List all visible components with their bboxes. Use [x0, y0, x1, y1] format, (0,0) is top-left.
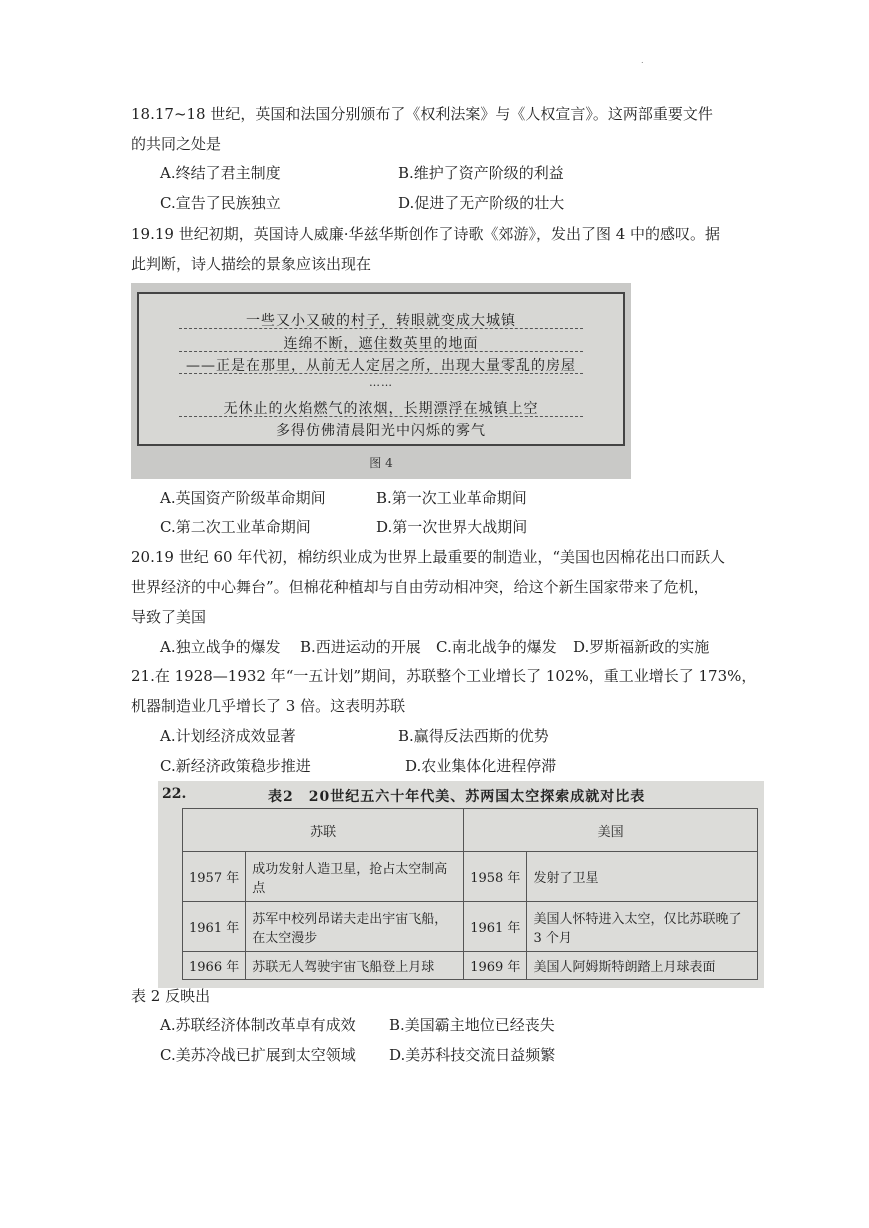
poem-line-2: 连绵不断，遮住数英里的地面	[283, 336, 479, 352]
usa-event: 美国人怀特进入太空，仅比苏联晚了 3 个月	[527, 902, 758, 952]
question-number: 22.	[162, 786, 187, 802]
q19-option-c[interactable]: C.第二次工业革命期间	[160, 518, 311, 536]
q21-stem-line1: 21.在 1928—1932 年“一五计划”期间，苏联整个工业增长了 102%，重工业增长了 173%，	[131, 667, 757, 685]
q22-option-d[interactable]: D.美苏科技交流日益频繁	[389, 1046, 556, 1064]
poem-line-3: ——正是在那里，从前无人定居之所，出现大量零乱的房屋	[186, 358, 576, 374]
poem-line-4: 无休止的火焰燃气的浓烟，长期漂浮在城镇上空	[223, 401, 539, 417]
header-usa: 美国	[464, 809, 758, 852]
header-ussr: 苏联	[183, 809, 464, 852]
q22-option-b[interactable]: B.美国霸主地位已经丧失	[389, 1016, 555, 1034]
q22-stem: 表 2 反映出	[131, 987, 211, 1005]
q20-option-c[interactable]: C.南北战争的爆发	[436, 638, 557, 656]
table-row	[183, 952, 758, 980]
figure-4-poem-image	[131, 283, 631, 479]
q22-option-c[interactable]: C.美苏冷战已扩展到太空领域	[160, 1046, 356, 1064]
poem-rule	[179, 328, 583, 329]
q22-option-a[interactable]: A.苏联经济体制改革卓有成效	[160, 1016, 356, 1034]
usa-event: 美国人阿姆斯特朗踏上月球表面	[527, 952, 758, 980]
figure-caption: 图 4	[369, 456, 393, 470]
ussr-year: 1966 年	[183, 952, 246, 980]
table-row	[183, 902, 758, 952]
q21-option-d[interactable]: D.农业集体化进程停滞	[405, 757, 557, 775]
poem-frame	[137, 292, 625, 446]
q20-option-a[interactable]: A.独立战争的爆发	[160, 638, 281, 656]
usa-event: 发射了卫星	[527, 852, 758, 902]
q20-stem-line3: 导致了美国	[131, 608, 207, 626]
usa-year: 1958 年	[464, 852, 527, 902]
poem-rule	[179, 416, 583, 417]
q21-stem-line2: 机器制造业几乎增长了 3 倍。这表明苏联	[131, 697, 406, 715]
ussr-year: 1957 年	[183, 852, 246, 902]
q18-option-a[interactable]: A.终结了君主制度	[160, 164, 281, 182]
q19-stem-line2: 此判断，诗人描绘的景象应该出现在	[131, 255, 372, 273]
q19-option-b[interactable]: B.第一次工业革命期间	[376, 489, 527, 507]
q20-stem-line2: 世界经济的中心舞台”。但棉花种植却与自由劳动相冲突，给这个新生国家带来了危机，	[131, 578, 709, 596]
q18-option-d[interactable]: D.促进了无产阶级的壮大	[398, 194, 565, 212]
ussr-event: 苏联无人驾驶宇宙飞船登上月球	[246, 952, 464, 980]
q20-option-d[interactable]: D.罗斯福新政的实施	[573, 638, 710, 656]
q19-option-a[interactable]: A.英国资产阶级革命期间	[160, 489, 326, 507]
table-header-row	[183, 809, 758, 852]
ussr-event: 成功发射人造卫星，抢占太空制高点	[246, 852, 464, 902]
poem-rule	[179, 373, 583, 374]
ussr-year: 1961 年	[183, 902, 246, 952]
q18-option-c[interactable]: C.宣告了民族独立	[160, 194, 281, 212]
q21-option-b[interactable]: B.赢得反法西斯的优势	[398, 727, 549, 745]
table-row	[183, 852, 758, 902]
table-2-image	[158, 781, 764, 988]
poem-line-5: 多得仿佛清晨阳光中闪烁的雾气	[276, 423, 486, 439]
poem-ellipsis: ……	[369, 376, 393, 389]
q18-option-b[interactable]: B.维护了资产阶级的利益	[398, 164, 564, 182]
usa-year: 1969 年	[464, 952, 527, 980]
table-title: 表2 20世纪五六十年代美、苏两国太空探索成就对比表	[268, 789, 646, 805]
q19-option-d[interactable]: D.第一次世界大战期间	[376, 518, 528, 536]
q19-stem-line1: 19.19 世纪初期，英国诗人威廉·华兹华斯创作了诗歌《郊游》，发出了图 4 中的感叹。据	[131, 225, 721, 243]
comparison-table	[182, 808, 758, 980]
usa-year: 1961 年	[464, 902, 527, 952]
q21-option-a[interactable]: A.计划经济成效显著	[160, 727, 296, 745]
page-mark: .	[641, 56, 644, 65]
poem-rule	[179, 351, 583, 352]
q18-stem-line2: 的共同之处是	[131, 135, 222, 153]
q18-stem-line1: 18.17~18 世纪，英国和法国分别颁布了《权利法案》与《人权宣言》。这两部重要文件	[131, 105, 713, 123]
q21-option-c[interactable]: C.新经济政策稳步推进	[160, 757, 311, 775]
poem-line-1: 一些又小又破的村子，转眼就变成大城镇	[246, 313, 516, 329]
ussr-event: 苏军中校列昂诺夫走出宇宙飞船，在太空漫步	[246, 902, 464, 952]
q20-option-b[interactable]: B.西进运动的开展	[300, 638, 421, 656]
q20-stem-line1: 20.19 世纪 60 年代初，棉纺织业成为世界上最重要的制造业，“美国也因棉花出口而跃人	[131, 548, 726, 566]
